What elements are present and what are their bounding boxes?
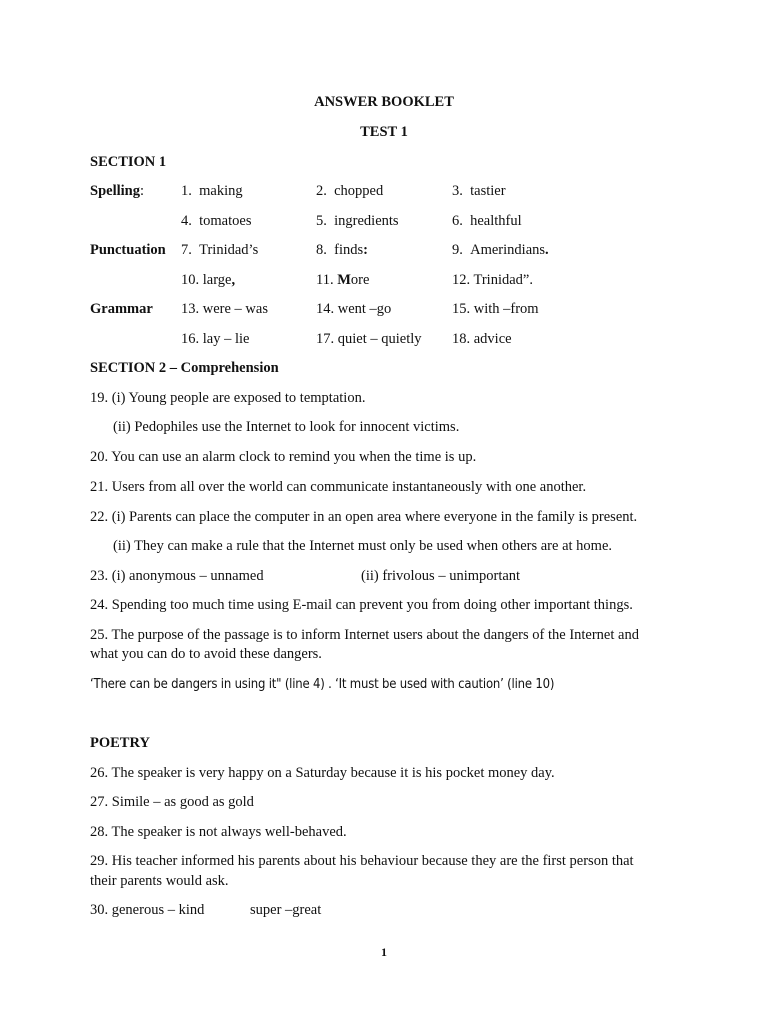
answer-25-line2: what you can do to avoid these dangers. bbox=[90, 646, 322, 662]
booklet-title: ANSWER BOOKLET bbox=[314, 94, 454, 110]
answer-29-line1: 29. His teacher informed his parents about his behaviour because they are the first person that bbox=[90, 853, 634, 869]
answer-25-quotes: ‘There can be dangers in using it" (line 4) . ‘It must be used with caution’ (line 10) bbox=[90, 677, 555, 692]
answer-24: 24. Spending too much time using E-mail can prevent you from doing other important things. bbox=[90, 597, 633, 613]
answer-23-i: 23. (i) anonymous – unnamed bbox=[90, 568, 264, 584]
answer-30-a: 30. generous – kind bbox=[90, 902, 205, 918]
section1-heading: SECTION 1 bbox=[90, 154, 167, 170]
punctuation-label: Punctuation bbox=[90, 242, 166, 258]
answer-8: 8. finds: bbox=[316, 242, 368, 258]
answer-2: 2. chopped bbox=[316, 183, 384, 199]
answer-16: 16. lay – lie bbox=[181, 331, 250, 347]
answer-15: 15. with –from bbox=[452, 301, 539, 317]
answer-23-ii: (ii) frivolous – unimportant bbox=[361, 568, 521, 584]
answer-19-ii: (ii) Pedophiles use the Internet to look for innocent victims. bbox=[113, 419, 460, 435]
answer-13: 13. were – was bbox=[181, 301, 268, 317]
test-title: TEST 1 bbox=[360, 124, 408, 140]
answer-7: 7. Trinidad’s bbox=[181, 242, 259, 258]
answer-29-line2: their parents would ask. bbox=[90, 873, 229, 889]
answer-26: 26. The speaker is very happy on a Saturday because it is his pocket money day. bbox=[90, 765, 555, 781]
answer-21: 21. Users from all over the world can communicate instantaneously with one another. bbox=[90, 479, 587, 495]
answer-5: 5. ingredients bbox=[316, 213, 399, 229]
answer-19-i: 19. (i) Young people are exposed to temptation. bbox=[90, 390, 366, 406]
answer-4: 4. tomatoes bbox=[181, 213, 252, 229]
answer-11: 11. More bbox=[316, 272, 370, 288]
answer-9: 9. Amerindians. bbox=[452, 242, 549, 258]
answer-1: 1. making bbox=[181, 183, 243, 199]
grammar-label: Grammar bbox=[90, 301, 153, 317]
answer-27: 27. Simile – as good as gold bbox=[90, 794, 254, 810]
page-number: 1 bbox=[381, 945, 387, 959]
answer-22-ii: (ii) They can make a rule that the Internet must only be used when others are at home. bbox=[113, 538, 613, 554]
poetry-heading: POETRY bbox=[90, 735, 150, 751]
answer-30-b: super –great bbox=[250, 902, 322, 918]
answer-12: 12. Trinidad”. bbox=[452, 272, 533, 288]
answer-18: 18. advice bbox=[452, 331, 512, 347]
answer-3: 3. tastier bbox=[452, 183, 506, 199]
answer-28: 28. The speaker is not always well-behaved. bbox=[90, 824, 347, 840]
answer-22-i: 22. (i) Parents can place the computer in an open area where everyone in the family is present. bbox=[90, 509, 638, 525]
answer-6: 6. healthful bbox=[452, 213, 522, 229]
spelling-label: Spelling: bbox=[90, 183, 144, 199]
answer-25-line1: 25. The purpose of the passage is to inform Internet users about the dangers of the Internet and bbox=[90, 627, 639, 643]
answer-20: 20. You can use an alarm clock to remind you when the time is up. bbox=[90, 449, 477, 465]
answer-17: 17. quiet – quietly bbox=[316, 331, 422, 347]
answer-10: 10. large, bbox=[181, 272, 236, 288]
answer-14: 14. went –go bbox=[316, 301, 392, 317]
section2-heading: SECTION 2 – Comprehension bbox=[90, 360, 279, 376]
